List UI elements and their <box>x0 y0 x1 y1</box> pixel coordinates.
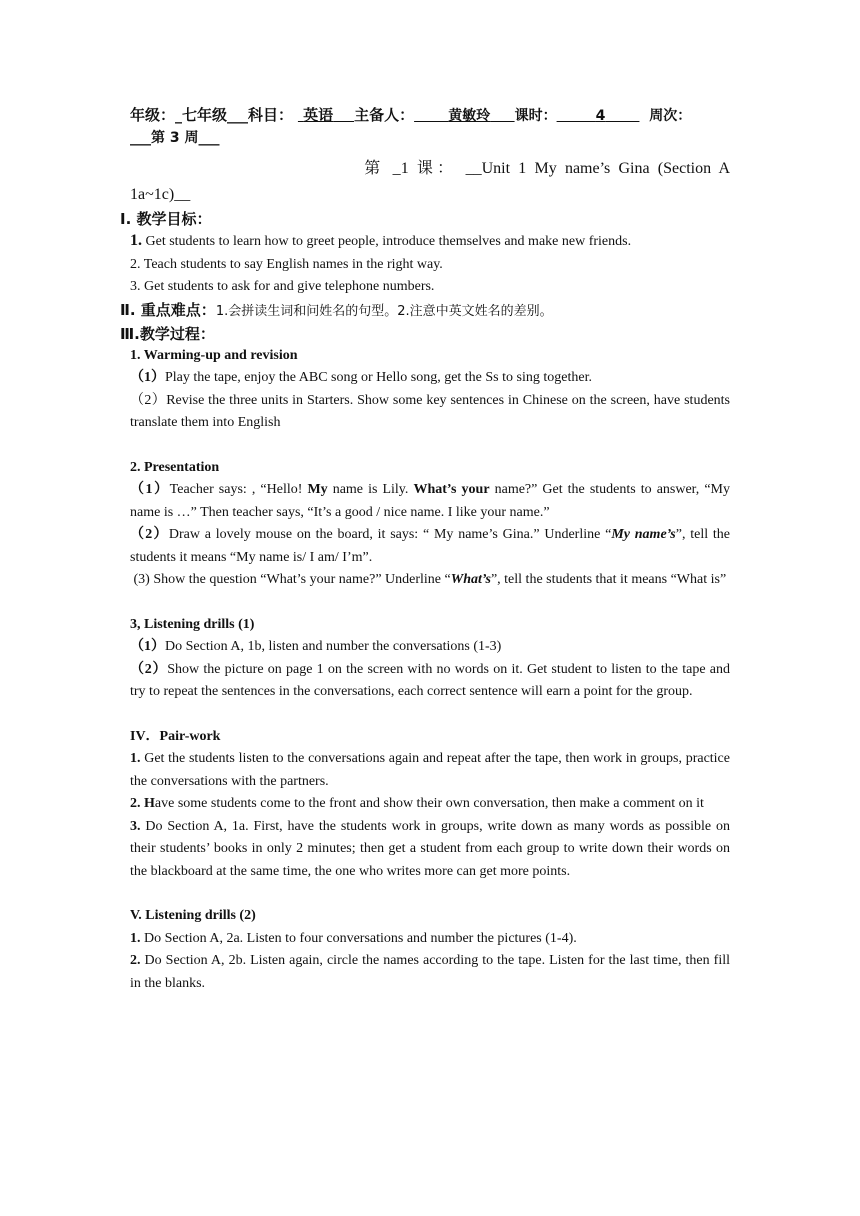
pairwork-item-3: 3. Do Section A, 1a. First, have the students work in groups, write down as many words as possible on their students’ books in only 2 minutes; then get a student from each group to write down their words on the blackboard at the same time, the one who writes more can get more points. <box>130 818 730 879</box>
grade-value: 七年级 <box>182 106 228 124</box>
warmup-title: 1. Warming-up and revision <box>130 347 298 363</box>
objective-2: 2. Teach students to say English names in the right way. <box>130 256 443 272</box>
subject-value: 英语 <box>303 106 334 124</box>
preparer-value: 黄敏玲 <box>448 108 491 124</box>
listening1-step-1: （1）Do Section A, 1b, listen and number the conversations (1-3) <box>130 639 502 654</box>
pairwork-item-1: 1. Get the students listen to the conversations again and repeat after the tape, then work in groups, practice the conversations with the partners. <box>130 751 730 789</box>
presentation-step-1: （1）Teacher says: , “Hello! My name is Lily. What’s your name?” Get the students to answer, “My name is …” Then teacher says, “It’s a good / nice name. I like your name.” <box>130 482 731 520</box>
listening2-item-2: 2. Do Section A, 2b. Listen again, circle the names according to the tape. Listen for the last time, then fill in the blanks. <box>130 953 730 991</box>
warmup-step-1: （1）Play the tape, enjoy the ABC song or Hello song, get the Ss to sing together. <box>130 370 592 385</box>
warmup-step-2: （2）Revise the three units in Starters. Show some key sentences in Chinese on the screen, have students translate them into English <box>130 392 731 430</box>
objective-3: 3. Get students to ask for and give telephone numbers. <box>130 279 435 294</box>
process-heading: Ⅲ.教学过程： <box>120 324 215 343</box>
listening2-title: V. Listening drills (2) <box>130 908 256 923</box>
lesson-title: 第 _1 课： __Unit 1 My name’s Gina (Section A 1a~1c)__ <box>130 160 731 203</box>
pairwork-item-2: 2. Have some students come to the front and show their own conversation, then make a comment on it <box>130 796 704 811</box>
objectives-heading: Ⅰ. 教学目标： <box>120 210 212 228</box>
grade-label: 年级： <box>130 106 176 124</box>
presentation-step-2: （2）Draw a lovely mouse on the board, it says: “ My name’s Gina.” Underline “My name’s”, tell the students it means “My name is/ I am/ I’m”. <box>130 527 730 565</box>
listening2-item-1: 1. Do Section A, 2a. Listen to four conversations and number the pictures (1-4). <box>130 930 577 946</box>
period-value: 4 <box>595 108 606 124</box>
objective-1: 1. Get students to learn how to greet people, introduce themselves and make new friends. <box>130 232 632 249</box>
subject-label: 科目： <box>248 106 294 124</box>
preparer-label: 主备人： <box>354 106 415 124</box>
pairwork-title: IV．Pair-work <box>130 728 221 744</box>
lesson-plan-page <box>120 104 731 995</box>
header-info: 年级：_七年级___科目： 英语 主备人： 黄敏玲 课时： 4 周次： ___第 3 周___ <box>130 106 692 146</box>
keypoints-text: 1.会拼读生词和问姓名的句型。2.注意中英文姓名的差别。 <box>215 303 553 319</box>
listening1-title: 3, Listening drills (1) <box>130 616 255 632</box>
period-label: 课时： <box>514 108 557 124</box>
presentation-step-3: (3) Show the question “What’s your name?” Underline “What’s”, tell the students that it means “What is” <box>133 572 727 587</box>
week-label: 周次： <box>649 108 692 124</box>
week-value: 第 3 周 <box>151 130 199 146</box>
presentation-title: 2. Presentation <box>130 459 220 475</box>
listening1-step-2: （2）Show the picture on page 1 on the screen with no words on it. Get student to listen to the tape and try to repeat the sentences in the conversations, each correct sentence will earn a point for the group. <box>130 661 730 699</box>
keypoints-heading: Ⅱ. 重点难点：1.会拼读生词和问姓名的句型。2.注意中英文姓名的差别。 <box>120 300 553 319</box>
